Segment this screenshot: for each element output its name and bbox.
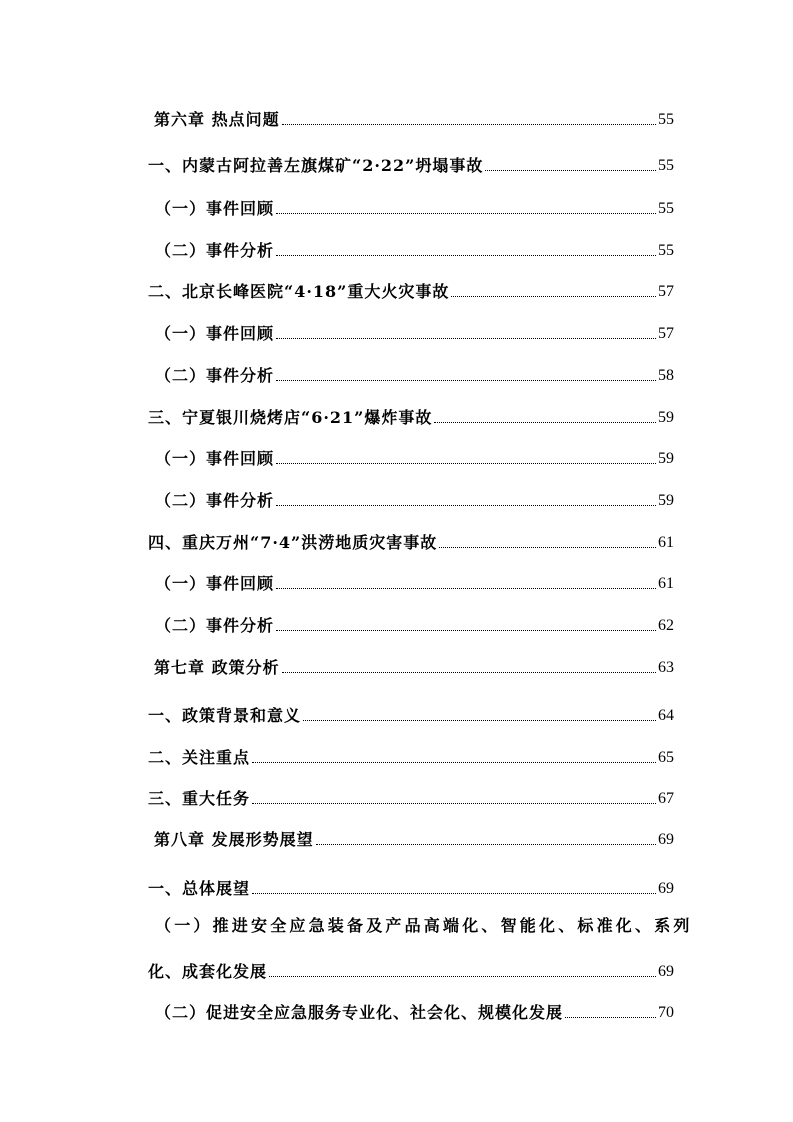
toc-entry-section[interactable] (148, 152, 674, 176)
toc-entry-label: 三、宁夏银川烧烤店“6·21”爆炸事故 (148, 408, 433, 427)
toc-entry-label: （二）事件分析 (155, 366, 275, 385)
dot-leader (316, 844, 656, 845)
dot-leader (276, 380, 656, 381)
toc-entry-page: 65 (658, 749, 674, 766)
toc-entry-section[interactable] (148, 529, 674, 553)
toc-entry-chapter-7[interactable] (154, 654, 674, 678)
toc-entry-page: 62 (658, 617, 674, 634)
dot-leader (485, 170, 656, 171)
toc-entry-section[interactable] (148, 744, 674, 768)
toc-entry-section[interactable] (148, 785, 674, 809)
dot-leader (276, 213, 656, 214)
toc-entry-label: 第七章 政策分析 (154, 658, 280, 677)
toc-entry-label: （一）事件回顾 (155, 199, 275, 218)
toc-entry-label: 第八章 发展形势展望 (154, 830, 314, 849)
toc-entry-label: 第六章 热点问题 (154, 110, 280, 129)
toc-entry-page: 64 (658, 707, 674, 724)
toc-entry-label: （二）事件分析 (155, 616, 275, 635)
toc-entry-page: 59 (658, 450, 674, 467)
toc-entry-page: 55 (658, 157, 674, 174)
toc-entry-page: 55 (658, 242, 674, 259)
toc-entry-section[interactable] (148, 278, 674, 302)
toc-entry-label: （二）促进安全应急服务专业化、社会化、规模化发展 (155, 1003, 564, 1022)
toc-entry-page: 57 (658, 283, 674, 300)
toc-entry-subsection[interactable] (155, 445, 674, 469)
dot-leader (269, 976, 656, 977)
toc-entry-label: 四、重庆万州“7·4”洪涝地质灾害事故 (148, 533, 438, 552)
toc-entry-subsection[interactable] (155, 612, 674, 636)
toc-entry-label: （一）事件回顾 (155, 324, 275, 343)
toc-entry-subsection[interactable] (155, 570, 674, 594)
toc-entry-label: （二）事件分析 (155, 241, 275, 260)
dot-leader (451, 296, 656, 297)
toc-entry-label: 二、关注重点 (148, 748, 251, 767)
toc-entry-label: 一、总体展望 (148, 879, 251, 898)
toc-entry-subsection-first-line[interactable]: （一）推进安全应急装备及产品高端化、智能化、标准化、系列 (155, 916, 693, 935)
toc-entry-page: 70 (658, 1004, 674, 1021)
dot-leader (276, 463, 656, 464)
toc-entry-label: 二、北京长峰医院“4·18”重大火灾事故 (148, 282, 450, 301)
toc-entry-page: 59 (658, 409, 674, 426)
toc-entry-subsection[interactable] (155, 999, 674, 1023)
toc-entry-label: 一、政策背景和意义 (148, 706, 302, 725)
toc-entry-label: 一、内蒙古阿拉善左旗煤矿“2·22”坍塌事故 (148, 156, 484, 175)
toc-entry-section[interactable] (148, 702, 674, 726)
dot-leader (276, 505, 656, 506)
toc-entry-page: 58 (658, 367, 674, 384)
dot-leader (276, 588, 656, 589)
toc-entry-subsection[interactable] (155, 237, 674, 261)
toc-entry-page: 59 (658, 492, 674, 509)
toc-entry-chapter-8[interactable] (154, 826, 674, 850)
toc-entry-label: （一）事件回顾 (155, 574, 275, 593)
dot-leader (252, 762, 656, 763)
dot-leader (565, 1017, 656, 1018)
dot-leader (303, 720, 656, 721)
toc-entry-page: 69 (658, 880, 674, 897)
dot-leader (282, 672, 656, 673)
toc-entry-page: 67 (658, 790, 674, 807)
dot-leader (434, 422, 656, 423)
toc-entry-label: 三、重大任务 (148, 789, 251, 808)
toc-entry-page: 57 (658, 325, 674, 342)
toc-entry-chapter-6[interactable] (154, 106, 674, 130)
dot-leader (252, 893, 656, 894)
toc-entry-page: 69 (658, 963, 674, 980)
toc-entry-label: （二）事件分析 (155, 491, 275, 510)
dot-leader (252, 803, 656, 804)
toc-entry-page: 63 (658, 659, 674, 676)
dot-leader (276, 338, 656, 339)
dot-leader (439, 547, 656, 548)
dot-leader (282, 124, 656, 125)
toc-entry-page: 55 (658, 200, 674, 217)
toc-entry-subsection[interactable] (155, 320, 674, 344)
toc-entry-page: 61 (658, 575, 674, 592)
toc-entry-label: 化、成套化发展 (148, 962, 268, 981)
toc-entry-subsection[interactable] (155, 362, 674, 386)
toc-entry-section[interactable] (148, 404, 674, 428)
toc-entry-page: 69 (658, 831, 674, 848)
dot-leader (276, 255, 656, 256)
toc-entry-subsection[interactable] (155, 487, 674, 511)
toc-entry-page: 61 (658, 534, 674, 551)
toc-entry-section[interactable] (148, 875, 674, 899)
dot-leader (276, 630, 656, 631)
toc-entry-subsection[interactable] (155, 195, 674, 219)
toc-entry-subsection-continuation[interactable] (148, 958, 674, 982)
toc-entry-page: 55 (658, 111, 674, 128)
toc-entry-label: （一）事件回顾 (155, 449, 275, 468)
